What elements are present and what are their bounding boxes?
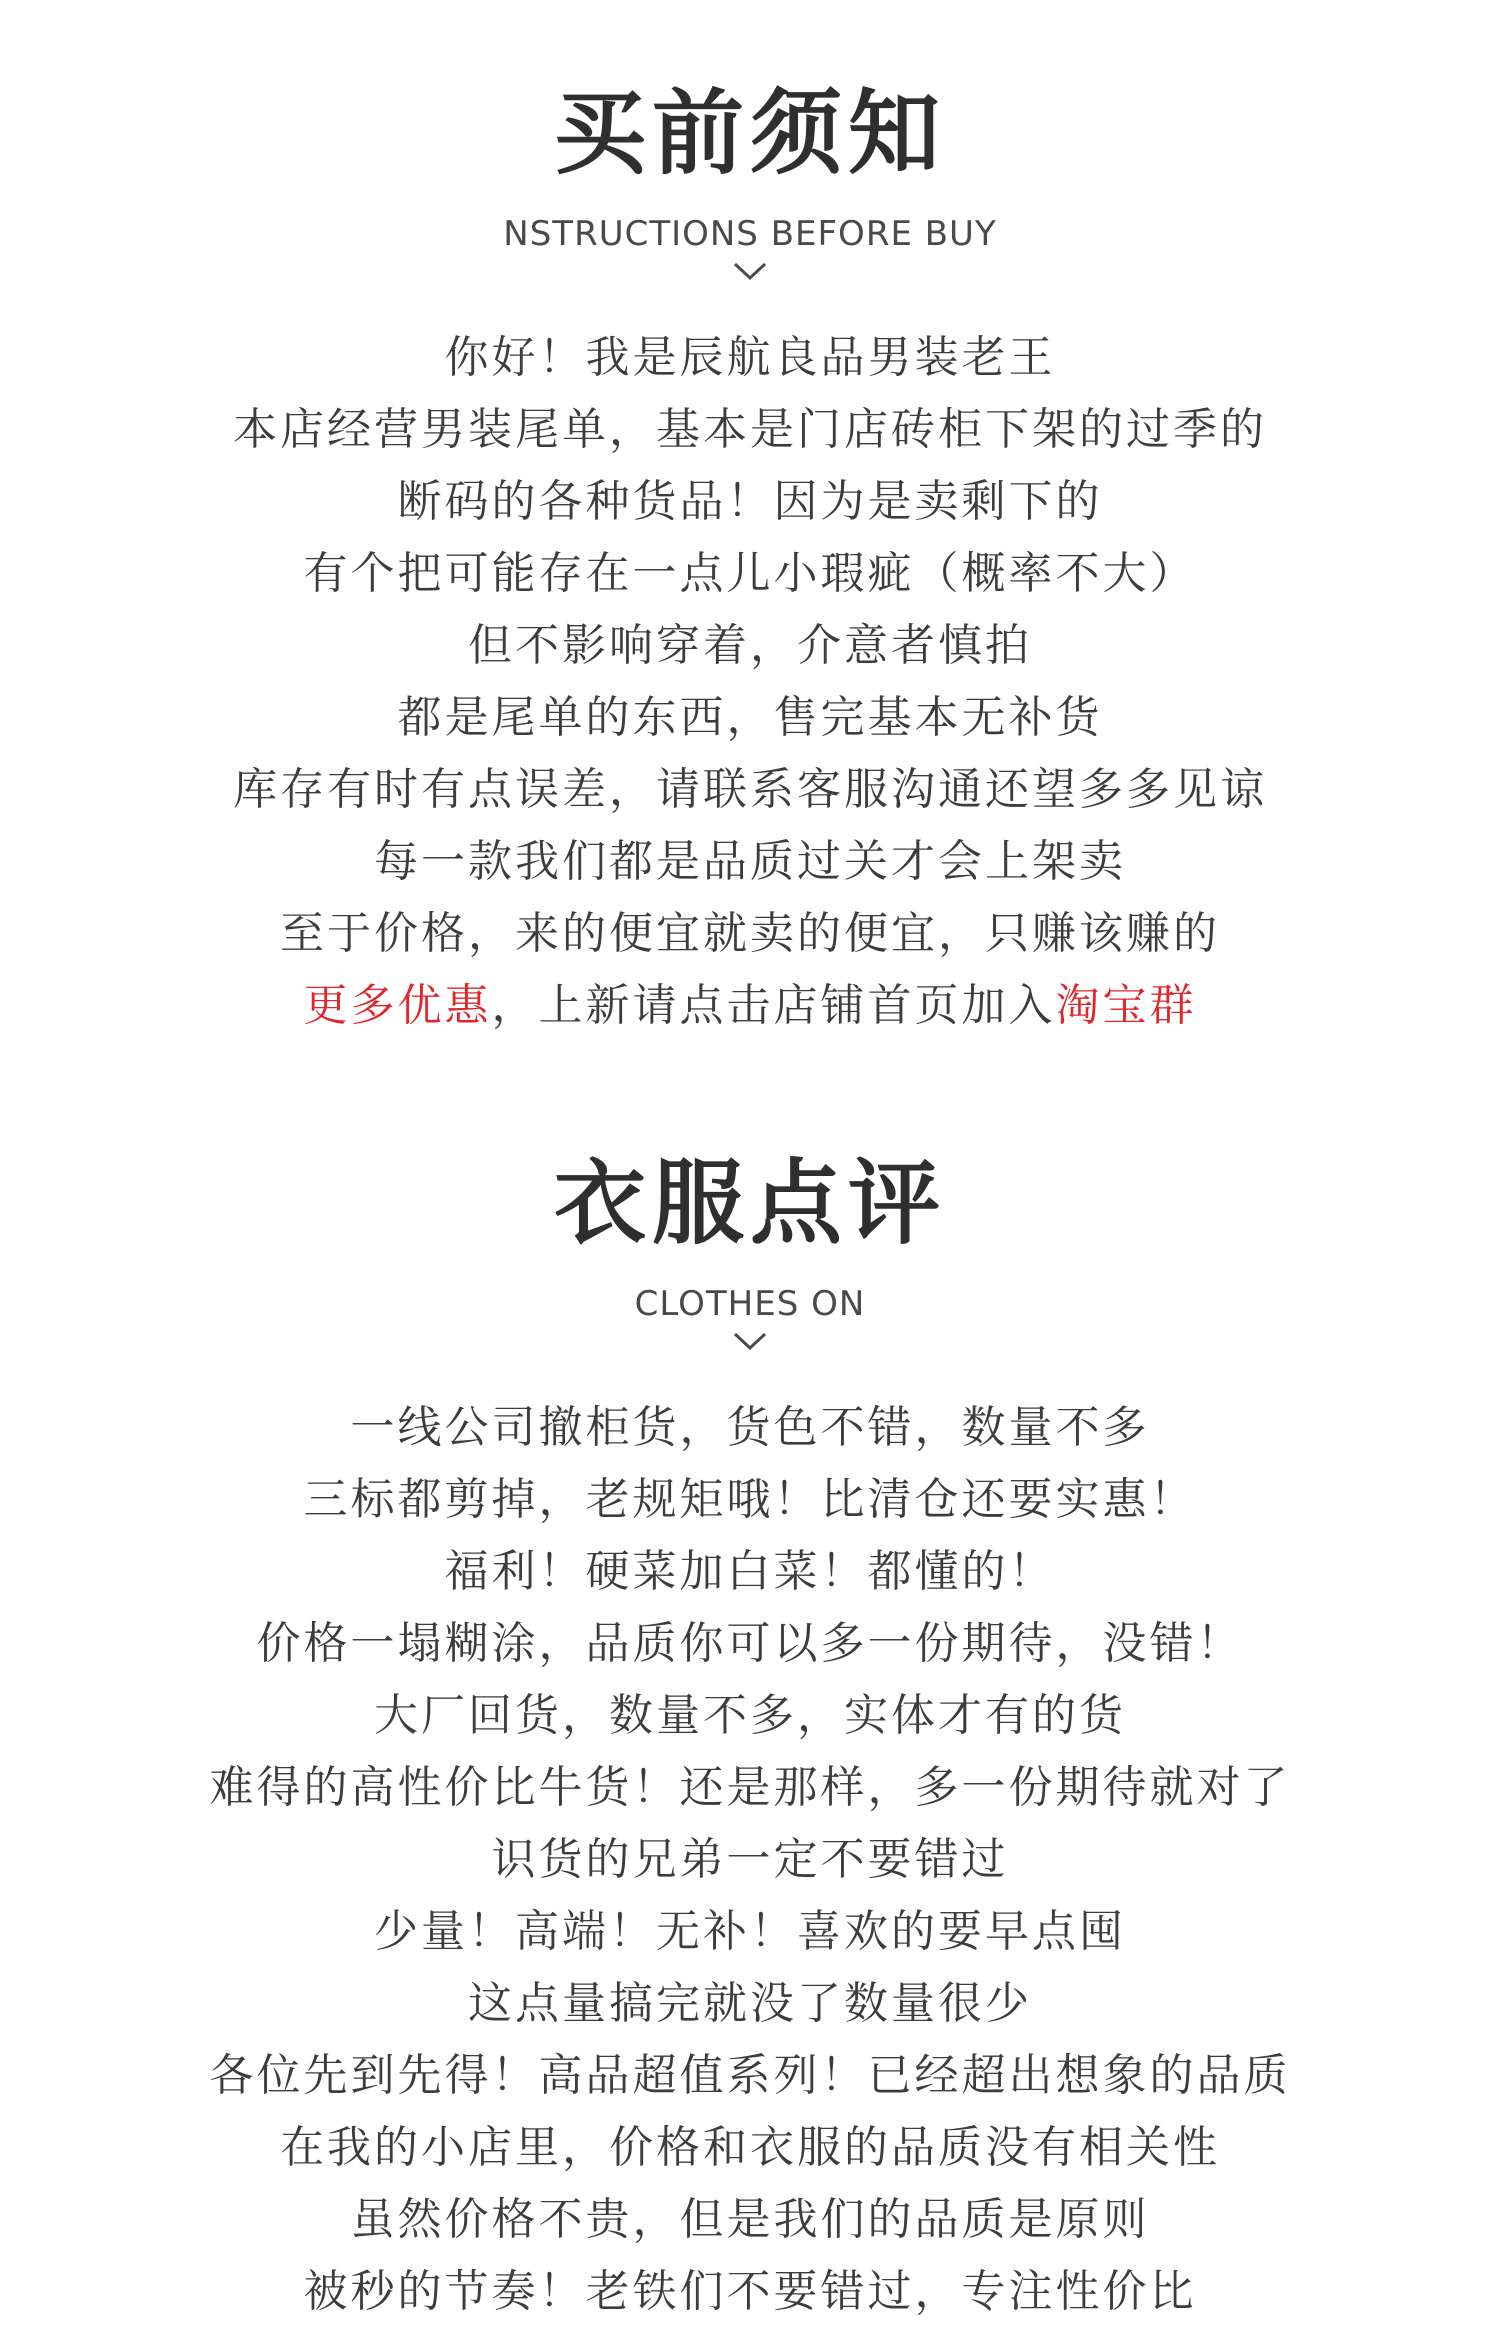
- notice-text: [0, 322, 1500, 1042]
- text-line: 本店经营男装尾单，基本是门店砖柜下架的过季的: [233, 404, 1267, 455]
- promo-line: [0, 970, 1500, 1042]
- section-subtitle: CLOTHES ON: [634, 1284, 866, 1324]
- promo-text: ，上新请点击店铺首页加入: [491, 980, 1056, 1031]
- text-line: 福利！硬菜加白菜！都懂的！: [444, 1546, 1056, 1597]
- section-clothes-review: [0, 1148, 1500, 2328]
- text-line: 每一款我们都是品质过关才会上架卖: [374, 836, 1126, 887]
- text-line: 三标都剪掉，老规矩哦！比清仓还要实惠！: [303, 1474, 1197, 1525]
- review-text: [0, 1392, 1500, 2328]
- text-line: 各位先到先得！高品超值系列！已经超出想象的品质: [209, 2050, 1291, 2101]
- text-line: 你好！我是辰航良品男装老王: [444, 332, 1056, 383]
- text-line: 少量！高端！无补！喜欢的要早点囤: [374, 1906, 1126, 1957]
- chevron-down-icon: [732, 260, 768, 282]
- text-line: 难得的高性价比牛货！还是那样，多一份期待就对了: [209, 1762, 1291, 1813]
- taobao-group-highlight: 淘宝群: [1055, 980, 1197, 1031]
- text-line: 这点量搞完就没了数量很少: [468, 1978, 1032, 2029]
- section-title: 衣服点评: [553, 1150, 946, 1257]
- text-line: 但不影响穿着，介意者慎拍: [468, 620, 1032, 671]
- text-line: 都是尾单的东西，售完基本无补货: [397, 692, 1103, 743]
- text-line: 价格一塌糊涂，品质你可以多一份期待，没错！: [256, 1618, 1244, 1669]
- text-line: 虽然价格不贵，但是我们的品质是原则: [350, 2194, 1150, 2245]
- text-line: 被秒的节奏！老铁们不要错过，专注性价比: [303, 2266, 1197, 2317]
- section-before-buy: [0, 78, 1500, 1042]
- text-line: 识货的兄弟一定不要错过: [491, 1834, 1009, 1885]
- text-line: 在我的小店里，价格和衣服的品质没有相关性: [280, 2122, 1220, 2173]
- text-line: 大厂回货，数量不多，实体才有的货: [374, 1690, 1126, 1741]
- text-line: 库存有时有点误差，请联系客服沟通还望多多见谅: [233, 764, 1267, 815]
- section-subtitle: NSTRUCTIONS BEFORE BUY: [503, 214, 997, 254]
- text-line: 断码的各种货品！因为是卖剩下的: [397, 476, 1103, 527]
- text-line: 有个把可能存在一点儿小瑕疵（概率不大）: [303, 548, 1197, 599]
- section-title: 买前须知: [553, 80, 946, 187]
- text-line: 一线公司撤柜货，货色不错，数量不多: [350, 1402, 1150, 1453]
- promo-highlight: 更多优惠: [303, 980, 492, 1031]
- chevron-down-icon: [732, 1330, 768, 1352]
- text-line: 至于价格，来的便宜就卖的便宜，只赚该赚的: [280, 908, 1220, 959]
